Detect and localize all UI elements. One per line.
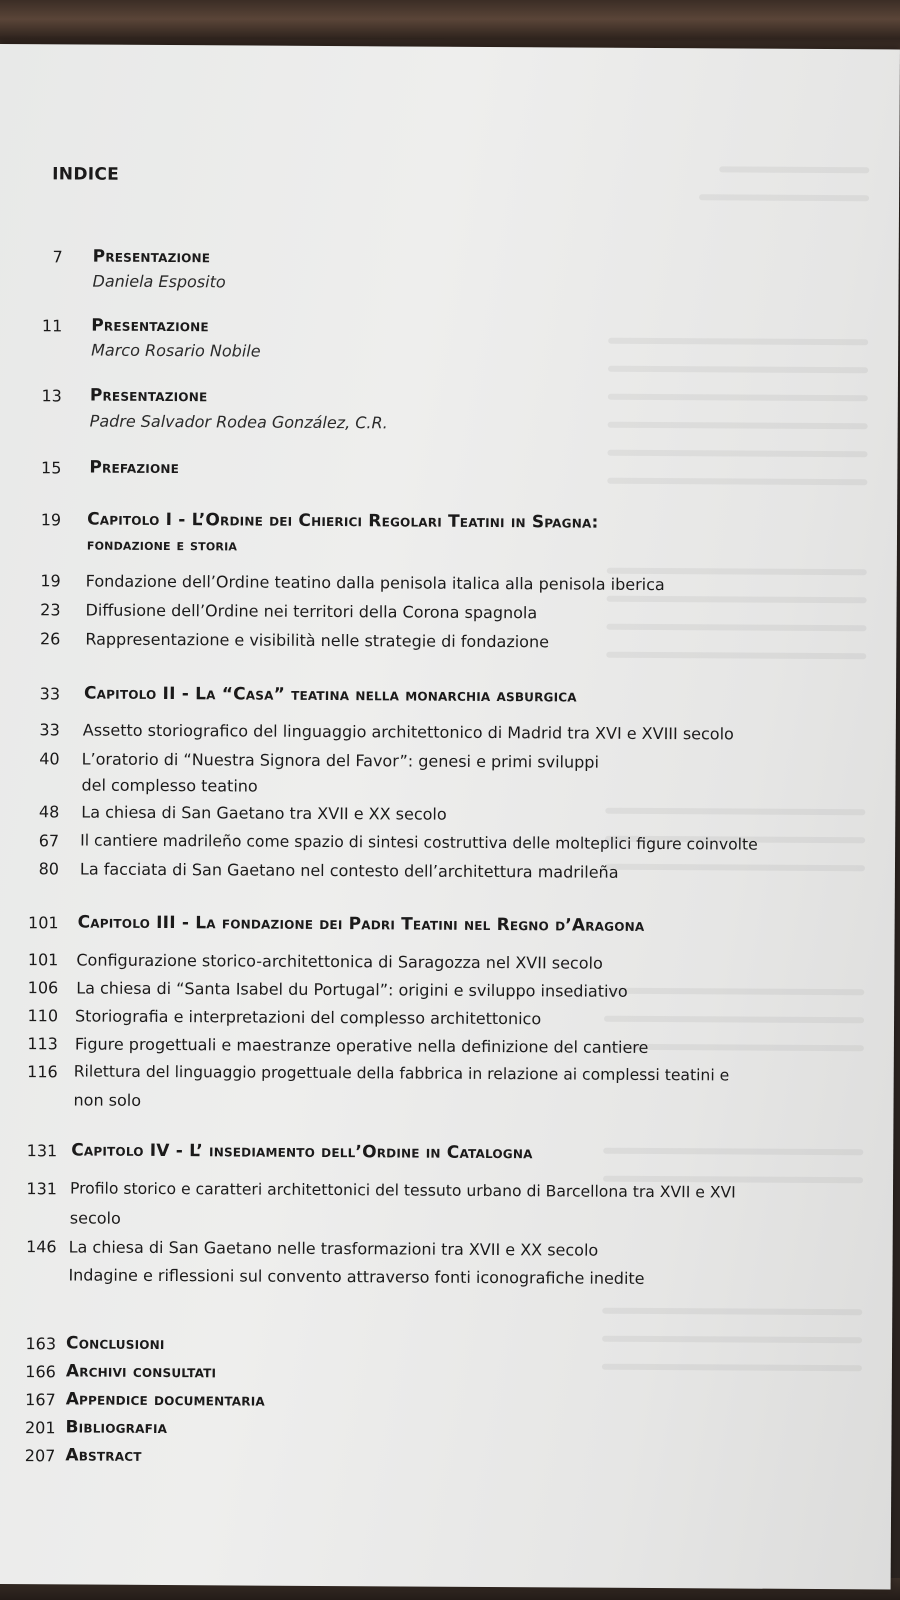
book-page bbox=[0, 44, 900, 1589]
chapter-title: Capitolo III - La fondazione dei Padri Teatini nel Regno d’Aragona bbox=[77, 912, 645, 936]
section-title-continuation: non solo bbox=[73, 1090, 142, 1110]
entry-author: Marco Rosario Nobile bbox=[91, 340, 261, 361]
entry-title: Conclusioni bbox=[66, 1333, 165, 1355]
section-title: La chiesa di “Santa Isabel du Portugal”: origini e sviluppo insediativo bbox=[76, 978, 628, 1001]
chapter-title: Capitolo IV - L’ insediamento dell’Ordine in Catalogna bbox=[71, 1140, 533, 1164]
table-of-contents bbox=[0, 44, 900, 1589]
entry-title: Archivi consultati bbox=[65, 1361, 217, 1383]
page-number: 113 bbox=[27, 1034, 58, 1054]
section-title-continuation: Indagine e riflessioni sul convento attraverso fonti iconografiche inedite bbox=[68, 1265, 645, 1288]
chapter-title: Capitolo I - L’Ordine dei Chierici Regolari Teatini in Spagna: bbox=[87, 509, 599, 533]
page-number: 40 bbox=[39, 749, 60, 769]
page-number: 13 bbox=[41, 386, 62, 406]
page-number: 201 bbox=[24, 1418, 56, 1438]
section-title: Assetto storiografico del linguaggio architettonico di Madrid tra XVI e XVIII secolo bbox=[82, 720, 734, 744]
section-title: La chiesa di San Gaetano nelle trasformazioni tra XVII e XX secolo bbox=[68, 1237, 599, 1260]
page-number: 33 bbox=[39, 720, 60, 740]
page-number: 7 bbox=[52, 247, 63, 267]
page-number: 131 bbox=[26, 1141, 58, 1161]
index-heading: INDICE bbox=[52, 164, 120, 185]
entry-title: Presentazione bbox=[92, 246, 211, 268]
entry-title: Presentazione bbox=[89, 385, 208, 407]
page-number: 131 bbox=[26, 1179, 58, 1199]
page-number: 166 bbox=[25, 1362, 56, 1382]
page-number: 146 bbox=[26, 1237, 57, 1257]
page-number: 15 bbox=[40, 458, 62, 478]
page-number: 33 bbox=[39, 684, 61, 704]
entry-title: Presentazione bbox=[91, 315, 209, 337]
section-title: Figure progettuali e maestranze operative nella definizione del cantiere bbox=[74, 1034, 649, 1057]
page-number: 163 bbox=[25, 1334, 57, 1354]
section-title: L’oratorio di “Nuestra Signora del Favor”: genesi e primi sviluppi bbox=[81, 749, 599, 772]
entry-author: Padre Salvador Rodea González, C.R. bbox=[89, 411, 388, 433]
page-number: 48 bbox=[38, 802, 60, 822]
page-number: 101 bbox=[28, 913, 59, 933]
section-title: La chiesa di San Gaetano tra XVII e XX secolo bbox=[81, 802, 447, 824]
entry-title: Appendice documentaria bbox=[65, 1389, 265, 1411]
page-number: 67 bbox=[38, 831, 60, 851]
page-number: 19 bbox=[40, 571, 61, 591]
section-title: Il cantiere madrileño come spazio di sintesi costruttiva delle molteplici figure coinvolte bbox=[80, 831, 758, 854]
page-number: 80 bbox=[38, 859, 60, 879]
section-title-continuation: secolo bbox=[69, 1208, 121, 1228]
page-number: 207 bbox=[24, 1446, 56, 1466]
page-number: 167 bbox=[25, 1390, 56, 1410]
section-title-continuation: del complesso teatino bbox=[81, 775, 258, 796]
chapter-title-continuation: fondazione e storia bbox=[86, 534, 238, 555]
entry-title: Bibliografia bbox=[65, 1417, 168, 1439]
page-number: 23 bbox=[40, 600, 61, 620]
section-title: Rappresentazione e visibilità nelle strategie di fondazione bbox=[85, 629, 550, 652]
page-number: 116 bbox=[27, 1062, 58, 1082]
section-title: Fondazione dell’Ordine teatino dalla penisola italica alla penisola iberica bbox=[85, 571, 665, 595]
page-number: 106 bbox=[27, 978, 59, 998]
section-title: Diffusione dell’Ordine nei territori della Corona spagnola bbox=[85, 600, 538, 623]
chapter-title: Capitolo II - La “Casa” teatina nella monarchia asburgica bbox=[83, 683, 577, 707]
section-title: Profilo storico e caratteri architettonici del tessuto urbano di Barcellona tra XVII e XVI bbox=[69, 1179, 736, 1202]
page-number: 26 bbox=[39, 629, 61, 649]
entry-title: Prefazione bbox=[89, 457, 180, 479]
page-number: 11 bbox=[41, 316, 63, 336]
entry-title: Abstract bbox=[65, 1445, 142, 1466]
section-title: Storiografia e interpretazioni del complesso architettonico bbox=[75, 1006, 542, 1029]
page-number: 110 bbox=[27, 1006, 59, 1026]
page-number: 19 bbox=[40, 510, 62, 530]
page-number: 101 bbox=[27, 950, 59, 970]
section-title: Rilettura del linguaggio progettuale della fabbrica in relazione ai complessi teatini e bbox=[73, 1062, 730, 1085]
entry-author: Daniela Esposito bbox=[92, 271, 226, 292]
section-title: La facciata di San Gaetano nel contesto dell’architettura madrileña bbox=[79, 859, 619, 882]
section-title: Configurazione storico-architettonica di Saragozza nel XVII secolo bbox=[76, 950, 603, 973]
